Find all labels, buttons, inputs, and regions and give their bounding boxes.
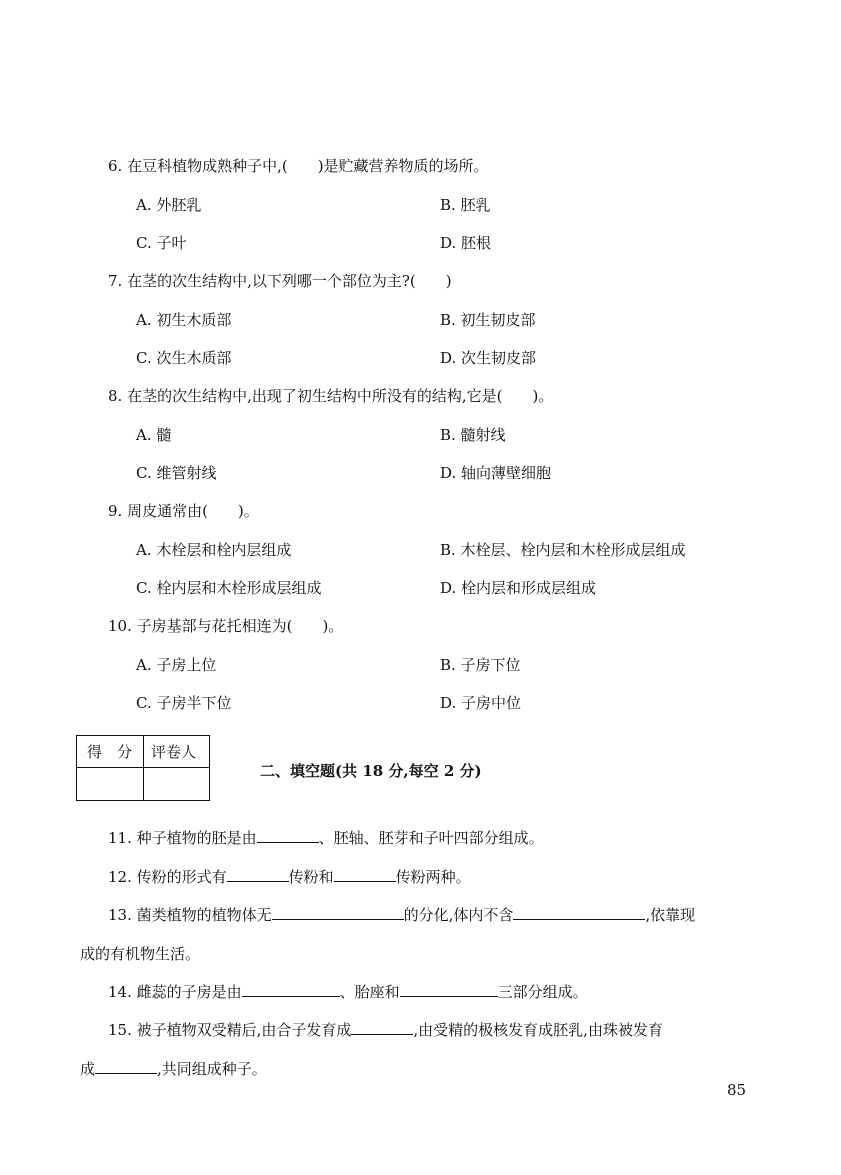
- question-12-text-c: 传粉两种。: [395, 868, 471, 886]
- question-8-option-b: B. 髓射线: [440, 426, 506, 444]
- grader-label: 评卷人: [151, 743, 197, 761]
- question-9-option-b: B. 木栓层、栓内层和木栓形成层组成: [440, 541, 686, 559]
- question-11-blank-1[interactable]: [257, 828, 319, 843]
- question-13-text-c: ,依靠现: [645, 906, 696, 924]
- page-number: 85: [727, 1081, 747, 1099]
- question-8-option-a: A. 髓: [136, 426, 172, 444]
- question-9-option-c: C. 栓内层和木栓形成层组成: [136, 579, 322, 597]
- question-11-text-a: 11. 种子植物的胚是由: [108, 829, 257, 847]
- question-14-text-b: 、胎座和: [339, 983, 400, 1001]
- question-15-blank-2[interactable]: [95, 1059, 157, 1074]
- question-6-option-b: B. 胚乳: [440, 196, 491, 214]
- question-12-blank-1[interactable]: [227, 867, 289, 882]
- question-14-text-c: 三部分组成。: [497, 983, 588, 1001]
- question-7-option-c: C. 次生木质部: [136, 349, 232, 367]
- section-title: 二、填空题(共 18 分,每空 2 分): [260, 762, 482, 780]
- question-12-text-b: 传粉和: [288, 868, 334, 886]
- question-12-text-a: 12. 传粉的形式有: [108, 868, 227, 886]
- question-8-option-d: D. 轴向薄壁细胞: [440, 464, 552, 482]
- question-6-option-d: D. 胚根: [440, 234, 492, 252]
- question-13: [108, 905, 695, 925]
- question-11: [108, 828, 544, 848]
- question-6-option-a: A. 外胚乳: [136, 196, 202, 214]
- question-7-option-d: D. 次生韧皮部: [440, 349, 537, 367]
- score-table: [76, 735, 210, 801]
- question-7-stem: 7. 在茎的次生结构中,以下列哪一个部位为主?( ): [108, 272, 452, 290]
- question-15: [108, 1020, 663, 1040]
- question-10-option-d: D. 子房中位: [440, 694, 522, 712]
- question-15-blank-1[interactable]: [351, 1020, 413, 1035]
- question-10-option-b: B. 子房下位: [440, 656, 521, 674]
- question-9-stem: 9. 周皮通常由( )。: [108, 502, 259, 520]
- question-10-option-a: A. 子房上位: [136, 656, 217, 674]
- question-7-option-a: A. 初生木质部: [136, 311, 232, 329]
- question-13-blank-2[interactable]: [513, 905, 645, 920]
- score-label: 得 分: [87, 743, 133, 761]
- question-15-text-a: 15. 被子植物双受精后,由合子发育成: [108, 1021, 352, 1039]
- score-table-column-divider: [143, 736, 144, 800]
- question-14-blank-1[interactable]: [242, 982, 340, 997]
- question-15-continuation: [80, 1059, 267, 1079]
- question-6-option-c: C. 子叶: [136, 234, 187, 252]
- question-14-text-a: 14. 雌蕊的子房是由: [108, 983, 242, 1001]
- question-15-text-d: ,共同组成种子。: [157, 1060, 267, 1078]
- question-15-text-c: 成: [80, 1060, 96, 1078]
- question-13-blank-1[interactable]: [272, 905, 404, 920]
- question-14: [108, 982, 588, 1002]
- question-8-option-c: C. 维管射线: [136, 464, 217, 482]
- question-11-text-b: 、胚轴、胚芽和子叶四部分组成。: [318, 829, 544, 847]
- question-9-option-d: D. 栓内层和形成层组成: [440, 579, 597, 597]
- question-6-stem: 6. 在豆科植物成熟种子中,( )是贮藏营养物质的场所。: [108, 157, 489, 175]
- question-10-stem: 10. 子房基部与花托相连为( )。: [108, 617, 344, 635]
- question-7-option-b: B. 初生韧皮部: [440, 311, 536, 329]
- question-8-stem: 8. 在茎的次生结构中,出现了初生结构中所没有的结构,它是( )。: [108, 387, 554, 405]
- question-13-text-a: 13. 菌类植物的植物体无: [108, 906, 272, 924]
- question-15-text-b: ,由受精的极核发育成胚乳,由珠被发育: [413, 1021, 663, 1039]
- question-10-option-c: C. 子房半下位: [136, 694, 232, 712]
- question-12-blank-2[interactable]: [334, 867, 396, 882]
- question-12: [108, 867, 471, 887]
- question-9-option-a: A. 木栓层和栓内层组成: [136, 541, 292, 559]
- question-14-blank-2[interactable]: [400, 982, 498, 997]
- question-13-continuation: 成的有机物生活。: [80, 945, 201, 963]
- question-13-text-b: 的分化,体内不含: [403, 906, 514, 924]
